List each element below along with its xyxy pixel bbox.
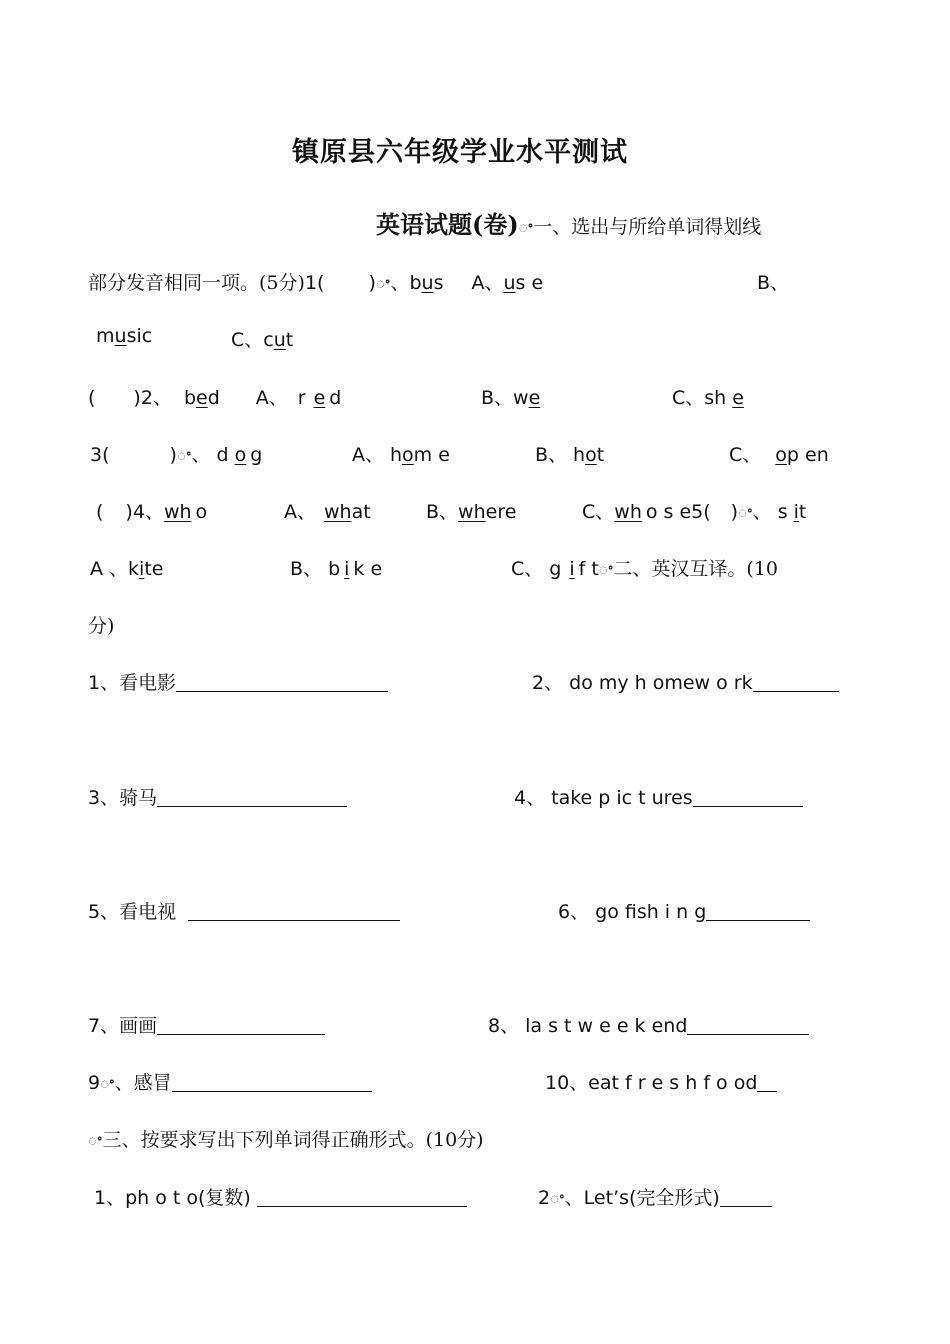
q2-option-a-underlined: e (313, 387, 326, 409)
q5-option-b (290, 554, 382, 581)
translation-item-4 (514, 783, 803, 810)
answer-blank[interactable] (753, 672, 839, 692)
q3-option-a-underlined: o (402, 444, 414, 466)
translation-item-1 (88, 668, 388, 695)
q2-word-underlined: e (196, 387, 208, 409)
q1-option-c-underlined: u (273, 329, 286, 351)
answer-blank[interactable] (188, 901, 400, 921)
glyph-mark: ꢀ (598, 561, 614, 579)
glyph-mark: ꢀ (550, 1190, 565, 1208)
q3-option-b-underlined: o (585, 444, 597, 466)
glyph-mark: ꢀ (738, 504, 753, 522)
item-label: 1、看电影 (88, 672, 177, 694)
question-3-line (90, 440, 262, 467)
q3-option-b-label: B、 (535, 444, 568, 466)
q1-word-end: s (433, 272, 444, 294)
section-2-heading-a: 二、英汉互译。(10 (613, 558, 779, 580)
q1-word-underlined: u (421, 272, 434, 294)
q2-option-a-label: A、 (255, 387, 288, 409)
q1-option-b-end: sic (126, 325, 153, 347)
q3-close: ) (169, 444, 177, 466)
q4-option-c-underlined: wh (614, 501, 642, 523)
q3-option-c-underlined: o (775, 444, 787, 466)
q2-option-a-end: d (329, 387, 342, 409)
q3-option-b (535, 440, 604, 467)
q1-option-a-underlined: u (503, 272, 516, 294)
q5-option-a-underlined: i (139, 558, 145, 580)
section-3-heading: 三、按要求写出下列单词得正确形式。(10分) (102, 1129, 484, 1151)
q3-option-a: h (390, 444, 403, 466)
translation-item-9 (88, 1068, 372, 1095)
item-label: 、Let’s(完全形式) (564, 1187, 720, 1209)
q5-word-end: t (798, 501, 807, 523)
q4-number: )4、 (125, 501, 164, 523)
answer-blank[interactable] (157, 787, 347, 807)
q5-option-c-and-section-2 (511, 554, 778, 581)
q3-word: 、 d (191, 444, 229, 466)
q2-word-end: d (207, 387, 220, 409)
item-label: 8、 la s t w e e k end (488, 1015, 688, 1037)
q4-option-a-underlined: wh (324, 501, 352, 523)
q3-option-c (729, 440, 829, 467)
item-label: 9 (88, 1072, 101, 1094)
answer-blank[interactable] (687, 1015, 809, 1035)
item-label: 10、eat f r e s h f o od (545, 1072, 758, 1094)
answer-blank[interactable] (157, 1015, 325, 1035)
q2-word: b (183, 387, 196, 409)
glyph-mark: ꢀ (375, 275, 391, 293)
section-1-heading-a: 一、选出与所给单词得划线 (533, 216, 762, 238)
q5-option-a-label: A 、k (90, 558, 140, 580)
item-label: 6、 go fish i n g (558, 901, 707, 923)
q1-close: ) (368, 272, 376, 294)
section-1-heading-b: 部分发音相同一项。(5分) (88, 272, 305, 294)
q1-option-b-label: B、 (757, 272, 790, 294)
q1-options-cont (96, 325, 152, 347)
section-2-heading-b: 分) (88, 615, 115, 637)
section-3-question-1 (94, 1183, 467, 1210)
q1-option-a-label: A、 (471, 272, 504, 294)
q5-option-a-end: te (144, 558, 164, 580)
translation-item-10 (545, 1068, 777, 1095)
q1-word: b (409, 272, 422, 294)
q2-option-b-underlined: e (528, 387, 541, 409)
q3-word-end: g (250, 444, 263, 466)
answer-blank[interactable] (757, 1072, 777, 1092)
glyph-mark: ꢀ (88, 1132, 103, 1150)
question-1-line: 部分发音相同一项。(5分)1( )ꢀ、bus A、us e (88, 272, 544, 294)
item-label: 7、画画 (88, 1015, 158, 1037)
q4-option-b-underlined: wh (458, 501, 486, 523)
q1-option-b-word: m (96, 325, 115, 347)
q4-word-underlined: wh (163, 501, 192, 523)
q1-option-c (231, 325, 293, 352)
answer-blank[interactable] (176, 672, 388, 692)
glyph-mark: ꢀ (518, 219, 534, 237)
translation-item-5 (88, 897, 400, 924)
answer-blank[interactable] (257, 1187, 467, 1207)
q4-open: ( (96, 501, 104, 523)
q1-option-c-end: t (285, 329, 294, 351)
q2-option-b-label: B、w (481, 387, 529, 409)
answer-blank[interactable] (706, 901, 810, 921)
q5-option-a (90, 554, 163, 581)
item-label: 5、看电视 (88, 901, 177, 923)
q4-option-c-label: C、 (582, 501, 615, 523)
q4-option-a-label: A、 (284, 501, 316, 523)
glyph-mark: ꢀ (176, 447, 192, 465)
q5-option-c-underlined: i (569, 558, 575, 580)
q3-option-c-end: p en (786, 444, 829, 466)
item-label-rest: 、感冒 (114, 1072, 172, 1094)
page-title: 镇原县六年级学业水平测试 (292, 137, 628, 168)
item-number: 2 (538, 1187, 551, 1209)
q5-option-b-underlined: i (344, 558, 350, 580)
item-label: 3、骑马 (88, 787, 158, 809)
q3-option-c-label: C、 (729, 444, 762, 466)
q3-number: 3( (90, 444, 110, 466)
q4-option-a (284, 497, 371, 524)
q1-option-c-label: C、c (231, 329, 274, 351)
question-2-line (88, 383, 341, 410)
q4-option-b-label: B、 (426, 501, 459, 523)
answer-blank[interactable] (693, 787, 803, 807)
q5-option-c-label: C、 g (511, 558, 562, 580)
q1-option-a-end: s e (515, 272, 544, 294)
q5-close: ) (730, 501, 739, 523)
q2-option-c (672, 383, 744, 410)
q4-option-b (426, 497, 516, 524)
item-label: 1、ph o t o(复数) (94, 1187, 251, 1209)
item-label: 4、 take p ic t ures (514, 787, 693, 809)
translation-item-3 (88, 783, 347, 810)
q2-open: ( (88, 387, 96, 409)
q4-option-c-and-q5 (582, 497, 806, 524)
glyph-mark: ꢀ (100, 1075, 115, 1093)
q4-word-end: o (195, 501, 208, 523)
translation-item-7 (88, 1011, 325, 1038)
translation-item-2 (532, 668, 839, 695)
q5-option-b-label: B、 b (290, 558, 341, 580)
q2-option-a: r (297, 387, 306, 409)
q5-option-c-end: f t (578, 558, 599, 580)
q4-option-c-end: o s e5( (645, 501, 711, 523)
q1-option-b-underlined: u (114, 325, 127, 347)
q3-option-b: h (573, 444, 586, 466)
q5-word-underlined: i (793, 501, 799, 523)
item-label: 2、 do my h omew o rk (532, 672, 753, 694)
question-4-line (96, 497, 207, 524)
q3-option-a (352, 440, 450, 467)
q2-option-b (481, 383, 540, 410)
section-3-question-2 (538, 1183, 772, 1210)
translation-item-6 (558, 897, 810, 924)
translation-item-8 (488, 1011, 809, 1038)
subtitle-line (376, 205, 761, 240)
section-3-heading-line (88, 1125, 484, 1152)
q3-option-b-end: t (596, 444, 605, 466)
q2-option-c-underlined: e (732, 387, 744, 409)
q3-word-underlined: o (234, 444, 247, 466)
answer-blank[interactable] (172, 1072, 372, 1092)
q1-number: 1( (304, 272, 325, 294)
q3-option-a-label: A、 (352, 444, 384, 466)
q2-option-c-label: C、sh (672, 387, 727, 409)
q5-option-b-end: k e (353, 558, 383, 580)
q3-option-a-end: m e (413, 444, 450, 466)
q4-option-b-end: ere (485, 501, 517, 523)
subtitle: 英语试题(卷) (376, 210, 519, 239)
q4-option-a-end: at (351, 501, 371, 523)
answer-blank[interactable] (720, 1187, 772, 1207)
q2-number: )2、 (133, 387, 172, 409)
q5-word: 、 s (752, 501, 788, 523)
